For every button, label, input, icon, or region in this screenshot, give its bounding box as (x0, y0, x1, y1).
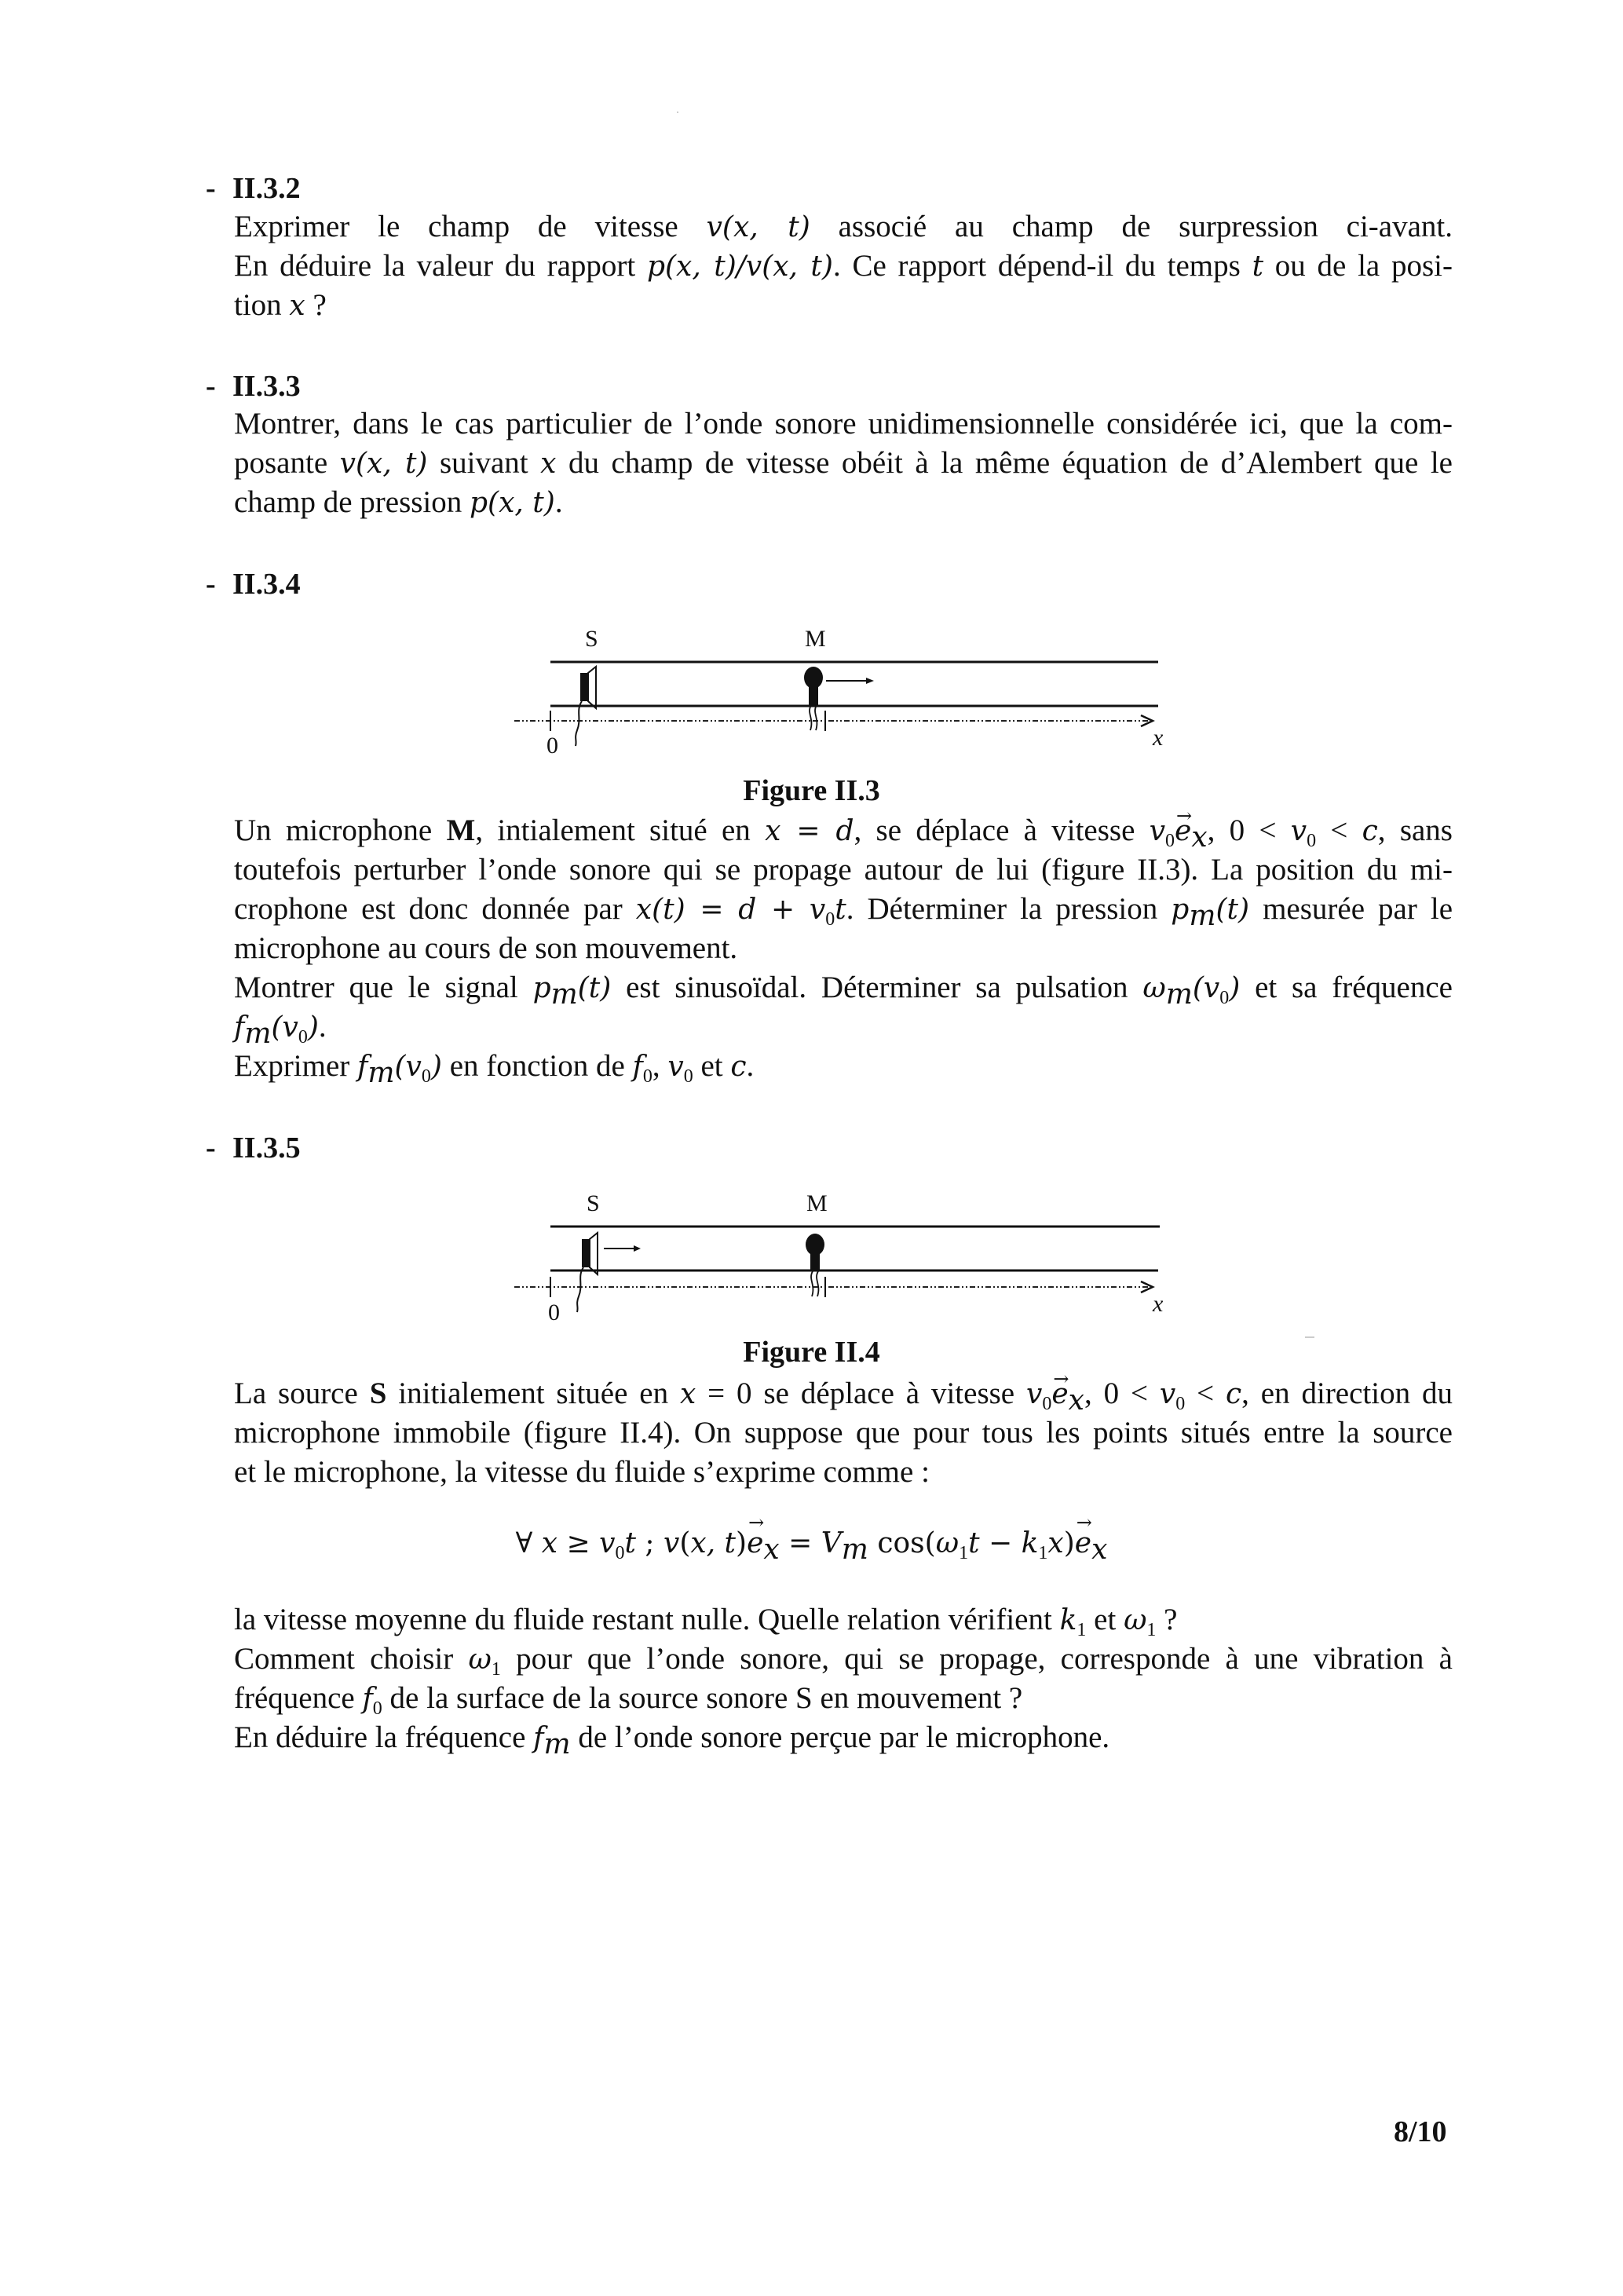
math-expression: c (730, 1051, 747, 1083)
speaker-icon (577, 1233, 598, 1312)
origin-label: 0 (548, 1300, 560, 1325)
math-expression: v (1159, 1378, 1176, 1410)
math-subscript: m (550, 978, 578, 1011)
math-expression: f (362, 1683, 373, 1715)
math-expression: v(x, t) (339, 448, 428, 480)
section-II-3-5-questions (234, 1600, 1453, 1760)
text-line: posante v(x, t) suivant x du champ de vitesse obéit à la même équation de d’Alembert que le (234, 446, 1453, 480)
math-expression: c (1362, 815, 1378, 847)
math-subscript: 0 (1307, 831, 1317, 851)
math-expression: p (532, 972, 551, 1004)
math-expression: ) (1229, 972, 1241, 1004)
axis-label: x (1153, 725, 1164, 751)
math-expression: x (289, 290, 305, 322)
text-line: Exprimer le champ de vitesse v(x, t) associé au champ de surpression ci-avant. (234, 210, 1453, 243)
math-expression: (v (271, 1011, 298, 1044)
math-expression: p(x, t) (470, 487, 555, 519)
text-line: La source S initialement située en x = 0 se déplace à vitesse $v_0\to e_x$, $0 < v_0 < c$, en direction du (234, 1374, 1453, 1413)
math-expression: (v (1192, 972, 1220, 1004)
math-expression: x (679, 1378, 696, 1410)
section-heading-II-3-2: - II.3.2 (206, 172, 301, 205)
figure-caption: Figure II.3 (743, 774, 880, 807)
math-subscript: 0 (372, 1698, 382, 1719)
math-subscript: m (1189, 900, 1216, 932)
math-expression: (t) (1215, 894, 1250, 926)
scan-speck (677, 112, 678, 113)
text-line: crophone est donc donnée par $x(t) = d + v_0t$. Déterminer la pression $p_m(t)$ mesurée par le (234, 892, 1453, 932)
section-number: II.3.5 (232, 1132, 301, 1164)
section-II-3-4-text (234, 811, 1453, 1089)
section-heading-II-3-4: - II.3.4 (206, 568, 301, 601)
math-subscript: 0 (825, 909, 835, 930)
microphone-label: M (806, 1190, 828, 1216)
math-expression: ω (468, 1643, 492, 1676)
section-II-3-3-text (234, 404, 1453, 522)
section-II-3-2-text (234, 207, 1453, 325)
text-line: En déduire la fréquence $f_m$ de l’onde sonore perçue par le microphone. (234, 1720, 1110, 1760)
text-line: microphone immobile (figure II.4). On suppose que pour tous les points situés entre la source (234, 1416, 1453, 1450)
velocity-vector: $v_0\to e_x$ (1026, 1377, 1084, 1410)
text-line: fréquence $f_0$ de la surface de la source sonore S en mouvement ? (234, 1681, 1023, 1719)
math-subscript: m (367, 1057, 395, 1089)
axis-label: x (1153, 1291, 1164, 1317)
text-line: et le microphone, la vitesse du fluide s’exprime comme : (234, 1455, 930, 1489)
math-expression: x = d (765, 815, 854, 847)
math-subscript: 1 (1146, 1620, 1157, 1640)
figure-II-4 (514, 1190, 1166, 1325)
math-subscript: 0 (421, 1066, 431, 1087)
velocity-arrow-source (604, 1245, 641, 1252)
text-line: Montrer que le signal $p_m(t)$ est sinusoïdal. Déterminer sa pulsation $\omega_m(v_0)$ et sa fréquence (234, 971, 1453, 1011)
math-subscript: 0 (298, 1027, 308, 1047)
section-heading-II-3-3: - II.3.3 (206, 370, 301, 403)
section-number: II.3.2 (232, 172, 301, 205)
source-label: S (587, 1190, 600, 1216)
math-subscript: m (543, 1728, 571, 1760)
math-expression: ω (1124, 1604, 1147, 1636)
math-expression: f (632, 1051, 643, 1083)
math-expression: ω (1142, 972, 1166, 1004)
math-expression: p(x, t)/v(x, t) (646, 250, 833, 283)
math-expression: t (1252, 250, 1264, 283)
math-expression: (v (394, 1051, 422, 1083)
velocity-equation: ∀ $x \ge v_0t$ ; v(x, $t)\to e_x = V_m$ $\cos(\omega_1t - k_1x)\to e_x$ (0, 1525, 1623, 1560)
text-line: Exprimer $f_m(v_0)$ en fonction de $f_0$, $v_0$ et c. (234, 1049, 755, 1089)
text-line: Comment choisir $\omega_1$ pour que l’onde sonore, qui se propage, corresponde à une vibration à (234, 1642, 1453, 1680)
section-heading-II-3-5: - II.3.5 (206, 1132, 301, 1164)
math-expression: x (540, 448, 557, 480)
text-line: En déduire la valeur du rapport p(x, t)/v(x, t). Ce rapport dépend-il du temps t ou de la posi- (234, 249, 1453, 283)
math-subscript: m (244, 1018, 272, 1050)
math-subscript: 1 (491, 1659, 501, 1680)
math-expression: ) (430, 1051, 442, 1083)
math-expression: ) (307, 1011, 319, 1044)
math-expression: (t) (577, 972, 612, 1004)
math-subscript: 0 (642, 1066, 652, 1087)
math-expression: f (234, 1011, 245, 1044)
section-II-3-5-intro (234, 1374, 1453, 1492)
math-subscript: 0 (683, 1066, 693, 1087)
figure-caption: Figure II.4 (743, 1336, 880, 1369)
text-line: la vitesse moyenne du fluide restant nulle. Quelle relation vérifient $k_1$ et $\omega_1$ ? (234, 1603, 1178, 1640)
section-number: II.3.4 (232, 568, 301, 601)
math-expression: c (1225, 1378, 1242, 1410)
figure-II-3-diagram (514, 632, 1166, 750)
text-line: Un microphone M, intialement situé en x = d, se déplace à vitesse $v_0\to e_x$, $0 < v_0 < c$, sans (234, 811, 1453, 850)
math-expression: f (533, 1722, 544, 1754)
velocity-vector: $v_0\to e_x$ (1150, 813, 1208, 847)
page-number: 8/10 (1394, 2115, 1447, 2148)
text-line: toutefois perturber l’onde sonore qui se propage autour de lui (figure II.3). La position du mi- (234, 853, 1453, 887)
math-expression: v (667, 1051, 684, 1083)
figure-II-3 (514, 626, 1166, 759)
bold-label: M (446, 813, 476, 847)
math-expression: t (835, 894, 846, 926)
math-expression: x(t) = d + v (635, 894, 826, 926)
text-line: tion x ? (234, 288, 327, 322)
math-subscript: m (1165, 978, 1193, 1011)
text-line: microphone au cours de son mouvement. (234, 931, 738, 965)
math-expression: v (1290, 815, 1307, 847)
text-line: Montrer, dans le cas particulier de l’onde sonore unidimensionnelle considérée ici, que la com- (234, 407, 1453, 441)
origin-label: 0 (546, 733, 558, 759)
math-subscript: 0 (1175, 1394, 1186, 1414)
text-line: $f_m(v_0)$. (234, 1010, 327, 1050)
bold-label: S (369, 1377, 387, 1410)
source-label: S (585, 626, 598, 652)
scan-speck (1305, 1336, 1314, 1338)
figure-II-4-diagram (514, 1195, 1166, 1313)
math-expression: f (357, 1051, 368, 1083)
math-expression: v(x, t) (706, 211, 810, 243)
math-expression: p (1171, 894, 1190, 926)
text-line: champ de pression p(x, t). (234, 485, 563, 519)
section-number: II.3.3 (232, 370, 301, 403)
microphone-label: M (805, 626, 826, 652)
velocity-arrow-microphone (826, 678, 874, 684)
math-subscript: 1 (1077, 1620, 1087, 1640)
math-expression: k (1059, 1604, 1077, 1636)
math-subscript: 0 (1219, 988, 1230, 1008)
